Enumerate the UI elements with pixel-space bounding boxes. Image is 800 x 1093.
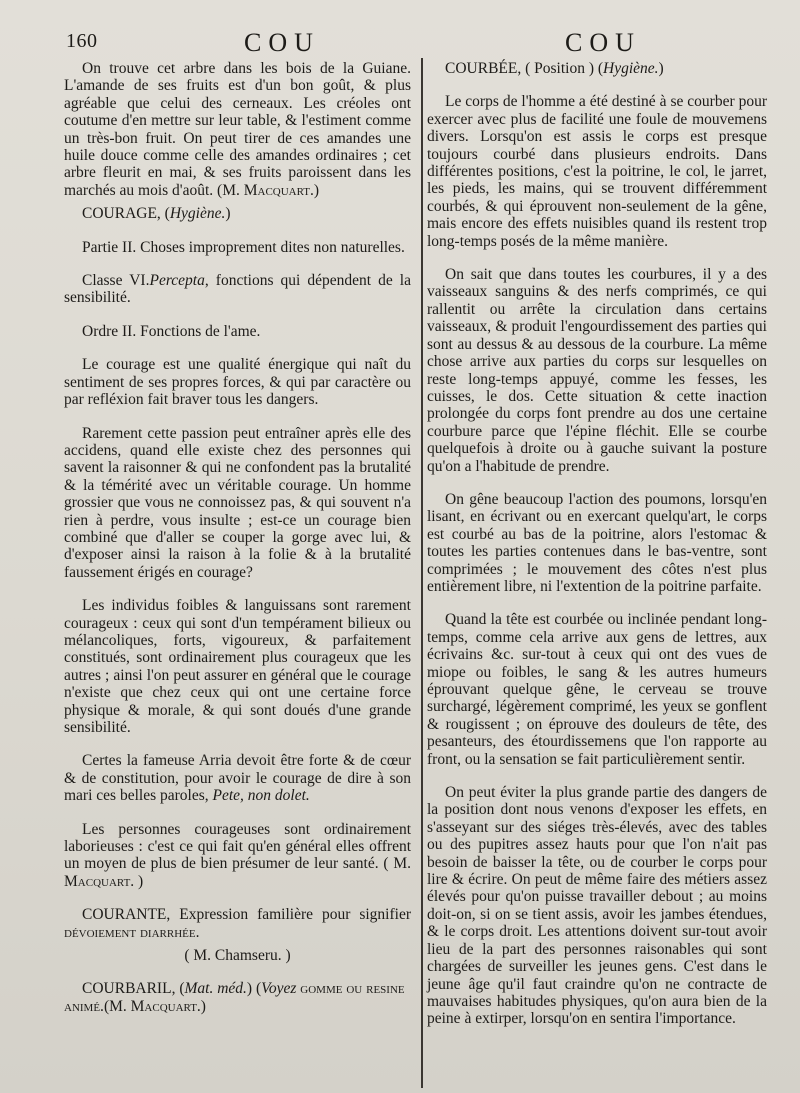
courage-temperament-paragraph: Les individus foibles & languissans sont rarement courageux : ceux qui sont d'un tempérament bilieux ou mélancoliques, forts, vigoureux, & parfaitement constitués, sont ordinairement plus courageux que les autres ; ainsi l'on peut assurer en général que le courage n'existe que chez ceux qui ont une certaine force physique & morale, & qui sont doués d'une grande sensibilité. [64, 597, 411, 736]
courbee-paragraph-1: Le corps de l'homme a été destiné à se courber pour exercer avec plus de facilité une foule de mouvemens divers. Lorsqu'on est assis le corps est presque toujours courbé dans plusieurs endroits. Dans différentes positions, c'est la poitrine, le col, le jarret, les pieds, les mains, qui se trouvent différemment courbés, & qui éprouvent non-seulement de la gêne, mais encore des effets nuisibles quand ils restent trop long-temps posés de la même manière. [427, 93, 767, 250]
right-column [427, 60, 767, 1044]
author-signature: ( M. Chamseru. ) [184, 947, 291, 965]
entry-courbaril: COURBARIL, (Mat. méd.) (Voyez gomme ou resine animé.(M. Macquart.) [64, 980, 405, 1015]
guiane-text: On trouve cet arbre dans les bois de la Guiane. L'amande de ses fruits est d'un bon goût, & plus agréable que celui des cerneaux. Les créoles ont coutume d'en mettre sur leur table, & l'estiment comme un très-bon fruit. On peut tirer de ces amandes une huile douce comme celle des amandes ordinaires ; cet arbre fleurit en mai, & ses fruits paroissent dans les marchés au mois d'août. [64, 60, 411, 199]
guiane-paragraph [64, 60, 411, 199]
courbee-paragraph-2: On sait que dans toutes les courbures, il y a des vaisseaux sanguins & des nerfs comprimés, ce qui rallentit ou arrête la circulation dans certains vaisseaux, & produit l'engourdissement des parties qui sont au dessus & au dessous de la courbure. La même chose arrive aux parties du corps sur lesquelles on reste long-temps appuyé, comme les fesses, les cuisses, le dos. Cette situation & cette inaction prolongée du corps font prendre au dos une certaine courbure parce que l'épine fléchit. Elle se courbe quelquefois à droite ou à gauche suivant la posture qu'on a l'habitude de prendre. [427, 266, 767, 475]
classification-classe: Classe VI.Percepta, fonctions qui dépendent de la sensibilité. [64, 272, 411, 307]
courbee-paragraph-5: On peut éviter la plus grande partie des dangers de la position dont nous venons d'exposer les effets, en s'asseyant sur des siéges très-élevés, avec des tables ou des pupitres assez hauts pour que l'on n'ait pas besoin de baisser la tête, ou de courber le corps pour lire & écrire. On peut de même faire des métiers assez élevés pour qu'on puisse travailler debout ; au moins doit-on, si on se tient assis, avoir les jambes étendues, & le corps droit. Les attentions doivent sur-tout avoir lieu de la part des personnes raisonables qui sont chargées de surveiller les jeunes gens. C'est dans le jeune âge qu'il faut craindre qu'on ne contracte de mauvaises habitudes physiques, qu'on aura bien de la peine à extirper, lorsqu'on en sentira l'importance. [427, 784, 767, 1028]
classification-ordre: Ordre II. Fonctions de l'ame. [82, 322, 261, 340]
entry-courante: COURANTE, Expression familière pour signifier dévoiement diarrhée. [64, 906, 411, 941]
courage-definition: Le courage est une qualité énergique qui naît du sentiment de ses propres forces, & qui par caractère ou par refléxion fait braver tous les dangers. [64, 356, 411, 409]
running-head-left: COU [244, 28, 320, 57]
author-signature: (M. Macquart.) [103, 997, 206, 1015]
entry-domain: Hygiène. [169, 205, 226, 223]
author-signature: (M. Macquart.) [217, 181, 320, 199]
entry-term: COURAGE [82, 205, 157, 223]
courageous-people-paragraph: Les personnes courageuses sont ordinairement laborieuses : c'est ce qui fait qu'en général elles offrent un moyen de plus de bien présumer de leur santé. ( M. Macquart. ) [64, 820, 411, 890]
courbee-paragraph-4: Quand la tête est courbée ou inclinée pendant long-temps, comme cela arrive aux gens de lettres, aux écrivains &c. sur-tout à ceux qui ont des vues de miope ou foibles, le sang & les autres humeurs éprouvant quelque gêne, le cerveau se trouve surchargé, légèrement comprimé, les yeux se gonflent & rougissent ; on éprouve des douleurs de tête, des pesanteurs, des étourdissemens que l'on rapporte au front, ou la sensation se fait particulièrement sentir. [427, 611, 767, 768]
cross-reference: gomme ou resine animé. [64, 980, 405, 1015]
page-number: 160 [66, 30, 98, 52]
entry-domain: Hygiène. [603, 60, 659, 77]
entry-heading-courbee: COURBÉE, ( Position ) (Hygiène.) [445, 60, 664, 77]
cross-reference: dévoiement diarrhée. [64, 923, 200, 941]
author-signature: ( M. Macquart. ) [64, 855, 411, 890]
entry-term: COURBÉE [445, 60, 518, 77]
courbee-paragraph-3: On gêne beaucoup l'action des poumons, lorsqu'en lisant, en écrivant ou en exercant quelqu'art, le corps est courbé au bas de la poitrine, alors l'estomac & toutes les parties contenues dans le bas-ventre, sont comprimées ; le mouvement des côtes n'est plus entièrement libre, ni l'extention de la poitrine parfaite. [427, 490, 767, 595]
classification-partie: Partie II. Choses improprement dites non naturelles. [82, 238, 405, 256]
arria-paragraph: Certes la fameuse Arria devoit être forte & de cœur & de constitution, pour avoir le courage de dire à son mari ces belles paroles, Pete, non dolet. [64, 752, 411, 805]
left-column [64, 60, 411, 1031]
entry-heading-courage: COURAGE, (Hygiène.) [82, 205, 231, 223]
entry-term: COURBARIL [82, 980, 172, 998]
running-head-right: COU [565, 28, 641, 57]
latin-quote: Pete, non dolet. [212, 787, 310, 805]
column-divider [421, 58, 423, 1088]
courage-accidents-paragraph: Rarement cette passion peut entraîner après elle des accidens, quand elle existe chez des personnes qui savent la raisonner & qui ne confondent pas la brutalité & la témérité avec un véritable courage. Un homme grossier que vous ne connoissez pas, & qui souvent n'a rien à perdre, vous insulte ; est-ce un courage bien combiné que d'aller se couper la gorge avec lui, & d'exposer ainsi la raison à la folie & à la brutalité faussement érigés en courage? [64, 424, 411, 581]
